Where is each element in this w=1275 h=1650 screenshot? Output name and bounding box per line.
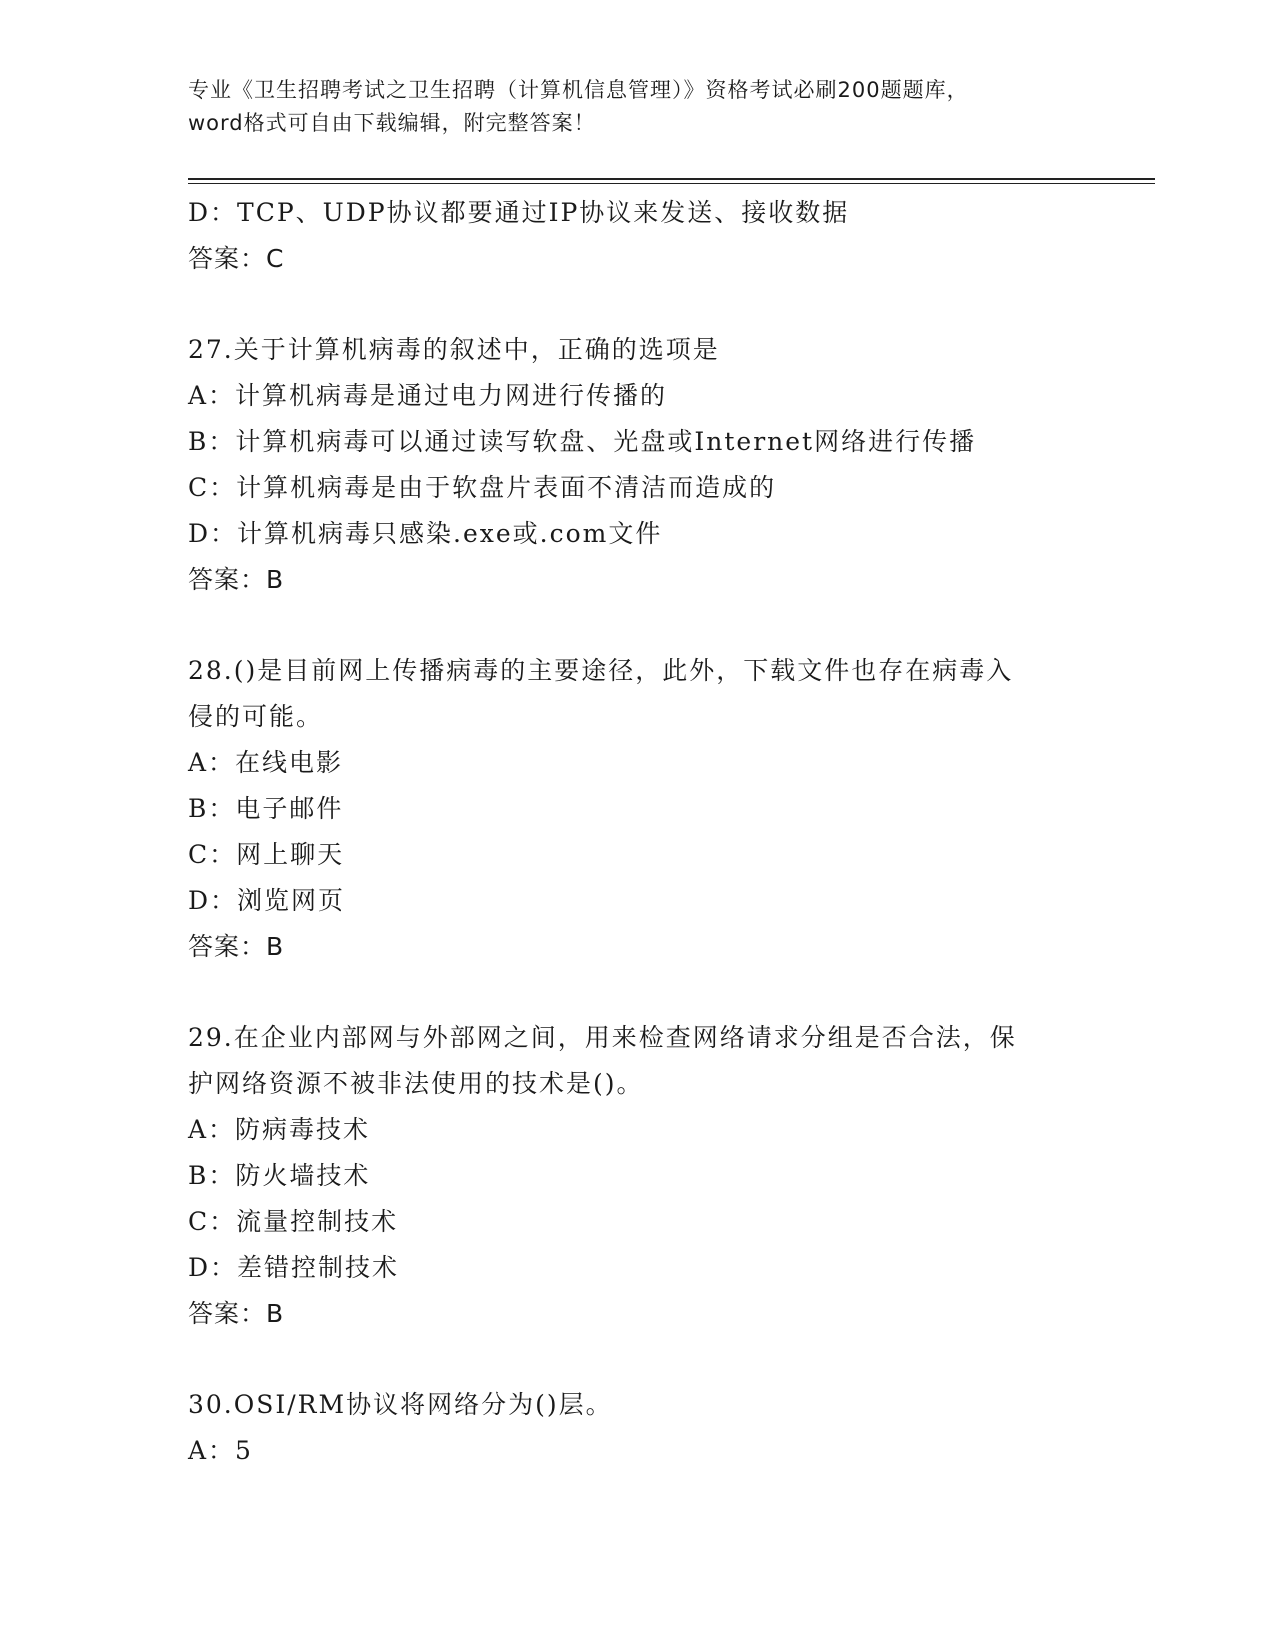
- question-28: [188, 648, 1088, 970]
- option-a: A：防病毒技术: [188, 1115, 371, 1144]
- header-divider-top: [188, 178, 1155, 180]
- answer: 答案：C: [188, 244, 285, 273]
- header-line-2: word格式可自由下载编辑，附完整答案！: [188, 111, 596, 135]
- option-b: B：计算机病毒可以通过读写软盘、光盘或Internet网络进行传播: [188, 427, 977, 456]
- document-header: [188, 74, 1088, 140]
- option-c: C：流量控制技术: [188, 1207, 399, 1236]
- option-a: A：在线电影: [188, 748, 344, 777]
- option-b: B：电子邮件: [188, 794, 344, 823]
- option-d: D：TCP、UDP协议都要通过IP协议来发送、接收数据: [188, 198, 850, 227]
- option-b: B：防火墙技术: [188, 1161, 371, 1190]
- option-c: C：计算机病毒是由于软盘片表面不清洁而造成的: [188, 473, 777, 502]
- option-a: A：5: [188, 1436, 253, 1465]
- question-stem-line-2: 侵的可能。: [188, 702, 324, 731]
- question-stem-line-1: 29.在企业内部网与外部网之间，用来检查网络请求分组是否合法，保: [188, 1023, 1017, 1052]
- header-line-1: 专业《卫生招聘考试之卫生招聘（计算机信息管理）》资格考试必刷200题题库，: [188, 78, 969, 102]
- question-list: [188, 190, 1088, 1474]
- question-27: [188, 327, 1088, 603]
- option-d: D：差错控制技术: [188, 1253, 400, 1282]
- option-d: D：浏览网页: [188, 886, 346, 915]
- option-d: D：计算机病毒只感染.exe或.com文件: [188, 519, 663, 548]
- question-stem: 27.关于计算机病毒的叙述中，正确的选项是: [188, 335, 720, 364]
- question-stem-line-2: 护网络资源不被非法使用的技术是()。: [188, 1069, 644, 1098]
- option-c: C：网上聊天: [188, 840, 345, 869]
- question-30: [188, 1382, 1088, 1474]
- question-26-tail: [188, 190, 1088, 282]
- option-a: A：计算机病毒是通过电力网进行传播的: [188, 381, 668, 410]
- header-divider-bottom: [188, 183, 1155, 184]
- answer: 答案：B: [188, 932, 285, 961]
- question-29: [188, 1015, 1088, 1337]
- answer: 答案：B: [188, 565, 285, 594]
- question-stem-line-1: 28.()是目前网上传播病毒的主要途径，此外，下载文件也存在病毒入: [188, 656, 1014, 685]
- answer: 答案：B: [188, 1299, 285, 1328]
- question-stem: 30.OSI/RM协议将网络分为()层。: [188, 1390, 613, 1419]
